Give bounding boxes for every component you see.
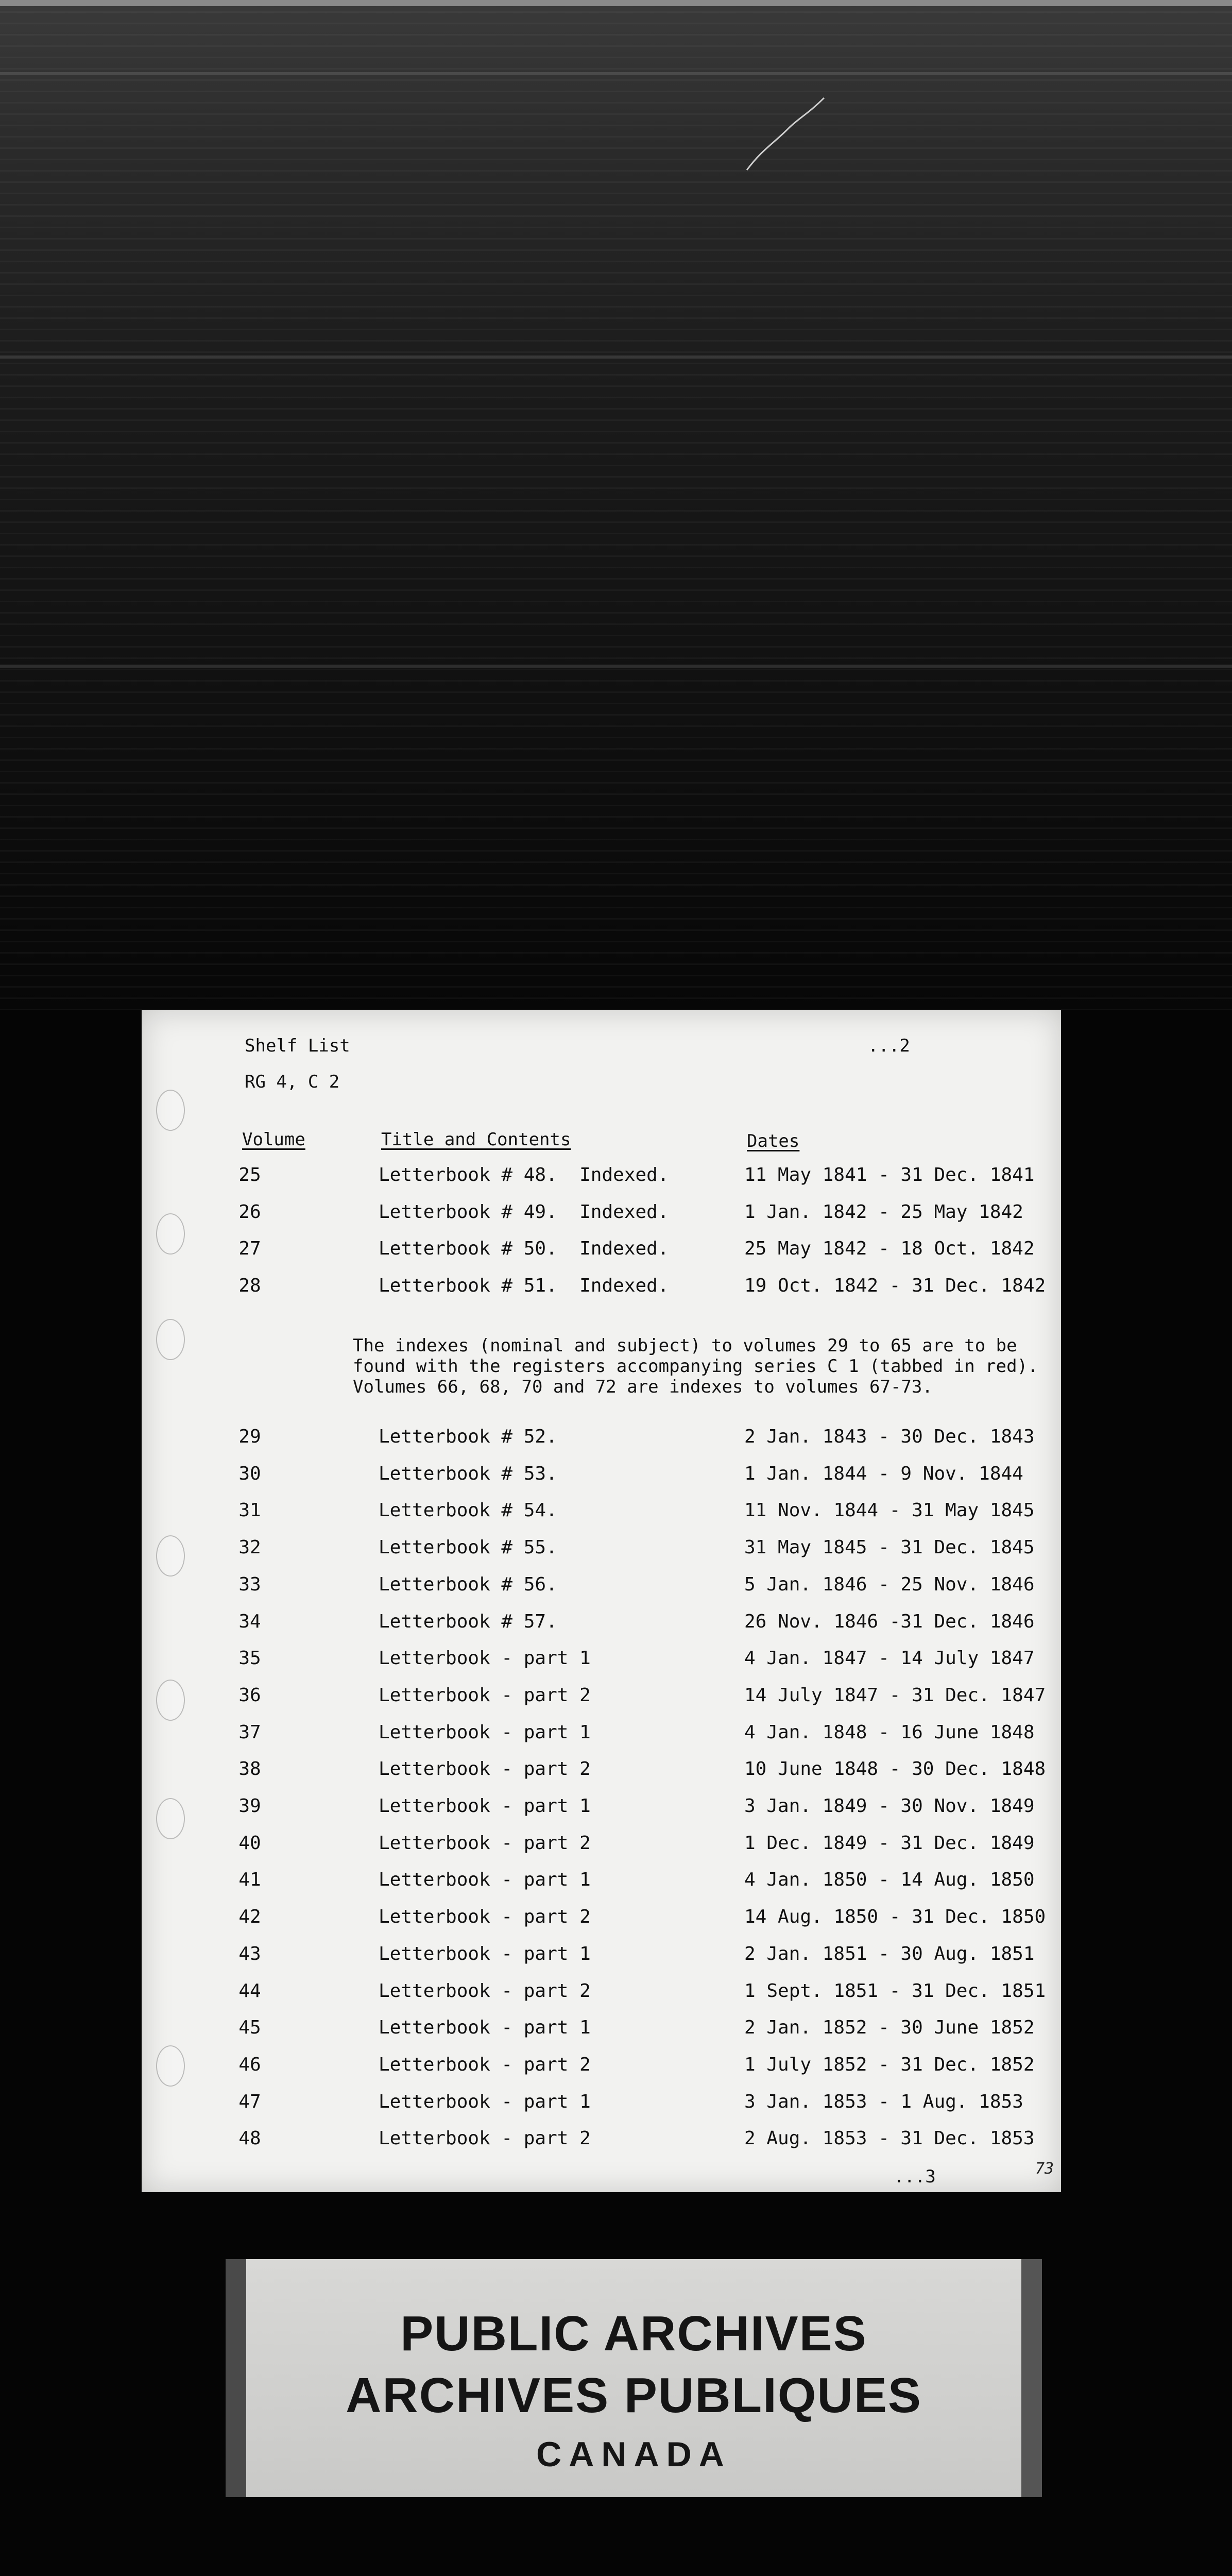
volume-title: Letterbook - part 2 xyxy=(379,1684,591,1706)
volume-dates: 4 Jan. 1848 - 16 June 1848 xyxy=(744,1721,1035,1743)
volume-row xyxy=(142,2017,1061,2048)
stamp-line-country: CANADA xyxy=(536,2435,731,2474)
volume-dates: 11 Nov. 1844 - 31 May 1845 xyxy=(744,1500,1035,1521)
volume-row xyxy=(142,1275,1061,1306)
volume-row xyxy=(142,1426,1061,1457)
volume-number: 33 xyxy=(238,1573,261,1595)
volume-title: Letterbook - part 2 xyxy=(379,1758,591,1780)
volume-title: Letterbook - part 2 xyxy=(379,2128,591,2149)
volume-dates: 31 May 1845 - 31 Dec. 1845 xyxy=(744,1537,1035,1558)
volume-number: 27 xyxy=(238,1238,261,1259)
volume-title: Letterbook # 54. xyxy=(379,1500,557,1521)
volume-title: Letterbook - part 1 xyxy=(379,2091,591,2112)
volume-title: Letterbook # 55. xyxy=(379,1537,557,1558)
volume-title: Letterbook - part 2 xyxy=(379,2054,591,2075)
punch-hole xyxy=(156,1090,185,1131)
volume-row xyxy=(142,1648,1061,1679)
volume-title: Letterbook # 51. Indexed. xyxy=(379,1275,669,1296)
volume-row xyxy=(142,1833,1061,1863)
film-band xyxy=(0,72,1232,75)
volume-dates: 14 Aug. 1850 - 31 Dec. 1850 xyxy=(744,1906,1046,1928)
volume-title: Letterbook # 48. Indexed. xyxy=(379,1164,669,1185)
volume-row xyxy=(142,1869,1061,1900)
volume-dates: 26 Nov. 1846 -31 Dec. 1846 xyxy=(744,1611,1035,1632)
volume-dates: 1 Sept. 1851 - 31 Dec. 1851 xyxy=(744,1980,1046,2002)
volume-title: Letterbook # 57. xyxy=(379,1611,557,1632)
volume-title: Letterbook # 56. xyxy=(379,1573,557,1595)
index-note-line: found with the registers accompanying series C 1 (tabbed in red). xyxy=(353,1356,1038,1377)
volume-number: 48 xyxy=(238,2128,261,2149)
volume-row xyxy=(142,2128,1061,2159)
volume-number: 42 xyxy=(238,1906,261,1928)
dates-column-header: Dates xyxy=(747,1131,800,1151)
film-band xyxy=(0,355,1232,359)
volume-dates: 1 Dec. 1849 - 31 Dec. 1849 xyxy=(744,1832,1035,1854)
volume-dates: 14 July 1847 - 31 Dec. 1847 xyxy=(744,1684,1046,1706)
volume-number: 44 xyxy=(238,1980,261,2002)
volume-title: Letterbook # 53. xyxy=(379,1463,557,1484)
volume-row xyxy=(142,1238,1061,1269)
volume-title: Letterbook - part 2 xyxy=(379,1832,591,1854)
volume-row xyxy=(142,1611,1061,1642)
volume-dates: 4 Jan. 1850 - 14 Aug. 1850 xyxy=(744,1869,1035,1891)
volume-dates: 4 Jan. 1847 - 14 July 1847 xyxy=(744,1648,1035,1669)
volume-row xyxy=(142,1758,1061,1789)
volume-row xyxy=(142,1722,1061,1753)
volume-title: Letterbook - part 1 xyxy=(379,1648,591,1669)
punch-hole xyxy=(156,1319,185,1360)
volume-number: 45 xyxy=(238,2017,261,2039)
volume-title: Letterbook - part 1 xyxy=(379,1943,591,1964)
volume-number: 26 xyxy=(238,1201,261,1223)
volume-number: 39 xyxy=(238,1795,261,1817)
volume-title: Letterbook - part 1 xyxy=(379,1721,591,1743)
volume-row xyxy=(142,1463,1061,1494)
volume-number: 38 xyxy=(238,1758,261,1780)
volume-number: 34 xyxy=(238,1611,261,1632)
microfilm-leader xyxy=(0,0,1232,1010)
volume-row xyxy=(142,1164,1061,1195)
film-top-edge xyxy=(0,0,1232,6)
volume-dates: 1 Jan. 1842 - 25 May 1842 xyxy=(744,1201,1023,1223)
volume-number: 47 xyxy=(238,2091,261,2112)
volume-row xyxy=(142,1537,1061,1568)
stamp-line-french: ARCHIVES PUBLIQUES xyxy=(346,2368,922,2423)
volume-dates: 10 June 1848 - 30 Dec. 1848 xyxy=(744,1758,1046,1780)
volume-number: 37 xyxy=(238,1721,261,1743)
volume-dates: 3 Jan. 1853 - 1 Aug. 1853 xyxy=(744,2091,1023,2112)
volume-number: 30 xyxy=(238,1463,261,1484)
title-column-header: Title and Contents xyxy=(381,1129,571,1150)
volume-dates: 19 Oct. 1842 - 31 Dec. 1842 xyxy=(744,1275,1046,1296)
volume-title: Letterbook - part 1 xyxy=(379,1795,591,1817)
volume-row xyxy=(142,1980,1061,2011)
volume-title: Letterbook # 50. Indexed. xyxy=(379,1238,669,1259)
volume-row xyxy=(142,1943,1061,1974)
volume-number: 46 xyxy=(238,2054,261,2075)
volume-dates: 2 Jan. 1852 - 30 June 1852 xyxy=(744,2017,1035,2039)
volume-title: Letterbook - part 1 xyxy=(379,1869,591,1891)
volume-row xyxy=(142,1685,1061,1716)
film-band xyxy=(0,665,1232,668)
volume-dates: 11 May 1841 - 31 Dec. 1841 xyxy=(744,1164,1035,1185)
volume-number: 28 xyxy=(238,1275,261,1296)
volume-number: 43 xyxy=(238,1943,261,1964)
volume-title: Letterbook # 49. Indexed. xyxy=(379,1201,669,1223)
public-archives-stamp xyxy=(226,2259,1042,2497)
volume-row xyxy=(142,1574,1061,1605)
volume-title: Letterbook # 52. xyxy=(379,1426,557,1447)
volume-dates: 2 Aug. 1853 - 31 Dec. 1853 xyxy=(744,2128,1035,2149)
volume-dates: 5 Jan. 1846 - 25 Nov. 1846 xyxy=(744,1573,1035,1595)
index-note-line: Volumes 66, 68, 70 and 72 are indexes to volumes 67-73. xyxy=(353,1377,933,1397)
volume-title: Letterbook - part 2 xyxy=(379,1980,591,2002)
volume-title: Letterbook - part 2 xyxy=(379,1906,591,1928)
volume-dates: 2 Jan. 1851 - 30 Aug. 1851 xyxy=(744,1943,1035,1964)
handwritten-number: 73 xyxy=(1035,2160,1054,2178)
volume-row xyxy=(142,1906,1061,1937)
volume-dates: 1 July 1852 - 31 Dec. 1852 xyxy=(744,2054,1035,2075)
volume-dates: 2 Jan. 1843 - 30 Dec. 1843 xyxy=(744,1426,1035,1447)
volume-dates: 25 May 1842 - 18 Oct. 1842 xyxy=(744,1238,1035,1259)
shelf-list-page xyxy=(142,1010,1061,2192)
volume-title: Letterbook - part 1 xyxy=(379,2017,591,2039)
volume-row xyxy=(142,1500,1061,1531)
volume-number: 40 xyxy=(238,1832,261,1854)
volume-number: 36 xyxy=(238,1684,261,1706)
volume-dates: 1 Jan. 1844 - 9 Nov. 1844 xyxy=(744,1463,1023,1484)
volume-number: 29 xyxy=(238,1426,261,1447)
volume-row xyxy=(142,2091,1061,2122)
continued-marker: ...3 xyxy=(894,2166,936,2187)
film-scratch-mark xyxy=(742,88,845,180)
index-note xyxy=(353,1335,1038,1397)
volume-number: 35 xyxy=(238,1648,261,1669)
volume-column-header: Volume xyxy=(242,1129,305,1150)
volume-number: 32 xyxy=(238,1537,261,1558)
record-group-label: RG 4, C 2 xyxy=(245,1072,340,1092)
volume-row xyxy=(142,1201,1061,1232)
volume-number: 31 xyxy=(238,1500,261,1521)
volume-row xyxy=(142,2054,1061,2085)
shelf-list-label: Shelf List xyxy=(245,1036,350,1056)
stamp-line-english: PUBLIC ARCHIVES xyxy=(400,2306,867,2361)
volume-row xyxy=(142,1795,1061,1826)
page-number: ...2 xyxy=(868,1036,910,1056)
volume-number: 41 xyxy=(238,1869,261,1891)
volume-number: 25 xyxy=(238,1164,261,1185)
index-note-line: The indexes (nominal and subject) to volumes 29 to 65 are to be xyxy=(353,1335,1017,1356)
volume-dates: 3 Jan. 1849 - 30 Nov. 1849 xyxy=(744,1795,1035,1817)
